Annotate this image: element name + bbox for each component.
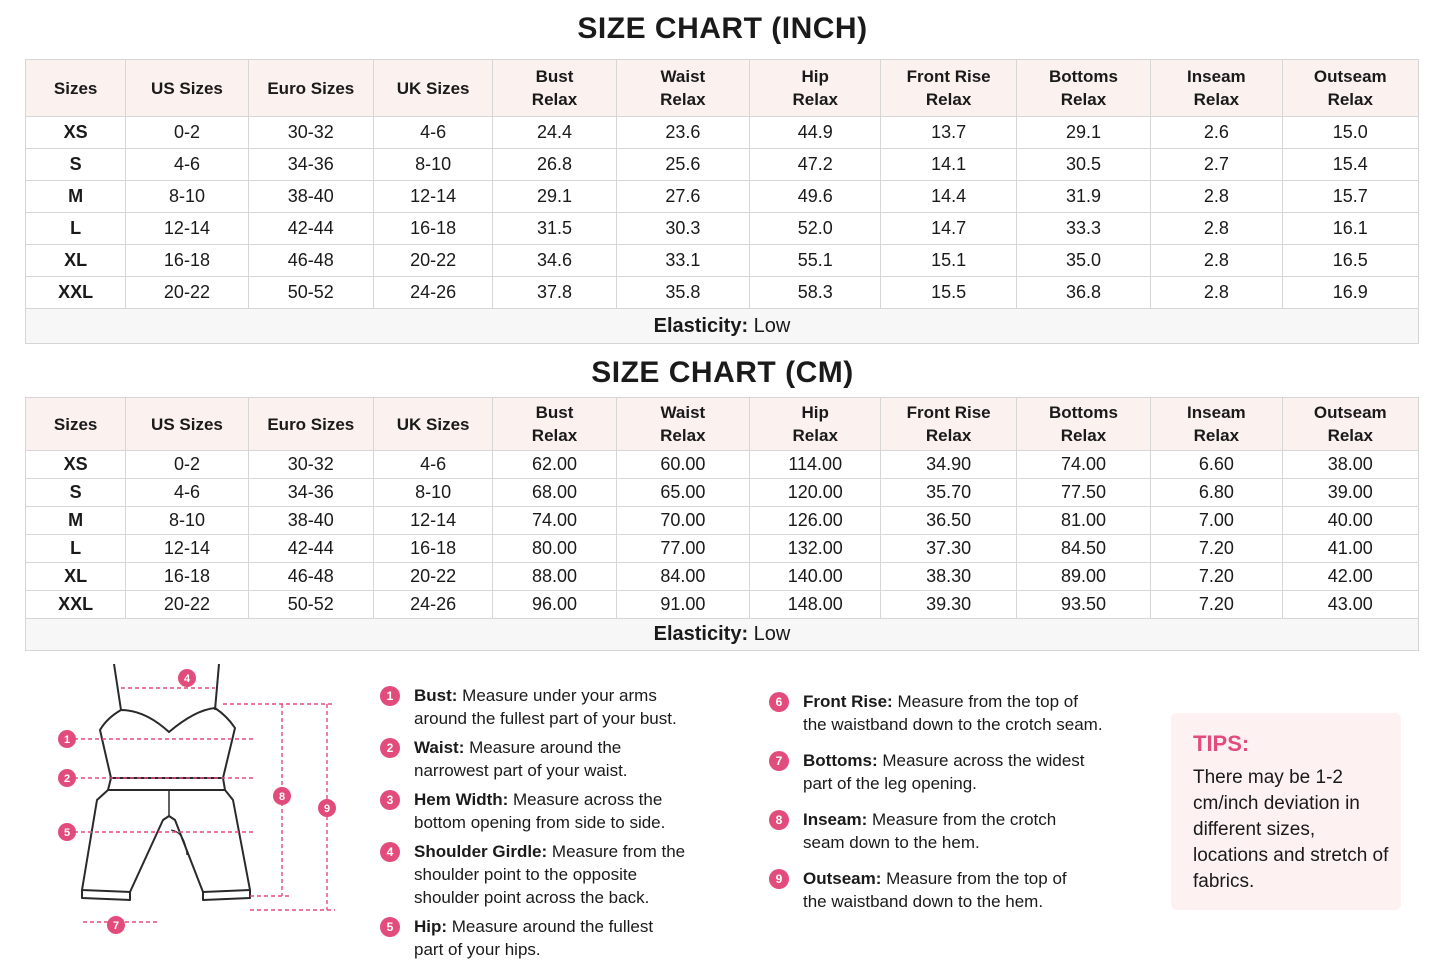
instruction-number-badge: 6 (769, 692, 789, 712)
size-cell: XS (26, 451, 126, 479)
value-cell: 12-14 (126, 535, 248, 563)
column-header-text: UK Sizes (396, 78, 470, 98)
value-cell: 12-14 (126, 213, 248, 245)
instruction-number-badge: 9 (769, 869, 789, 889)
value-cell: 30.5 (1016, 149, 1150, 181)
value-cell: 13.7 (881, 117, 1016, 149)
value-cell: 15.7 (1282, 181, 1418, 213)
value-cell: 2.8 (1151, 181, 1282, 213)
value-cell: 4-6 (126, 479, 248, 507)
size-cell: XXL (26, 591, 126, 619)
value-cell: 81.00 (1016, 507, 1150, 535)
table-row (26, 451, 1419, 479)
instruction-term: Bust: (414, 686, 458, 705)
column-header-text: Relax (660, 90, 706, 109)
column-header (493, 60, 616, 117)
value-cell: 93.50 (1016, 591, 1150, 619)
value-cell: 58.3 (750, 277, 881, 309)
column-header-text: Waist (660, 67, 706, 86)
instruction-item (380, 788, 740, 834)
cm-chart-title: SIZE CHART (CM) (591, 356, 854, 389)
column-header-text: Inseam (1187, 403, 1246, 422)
column-header-text: Relax (925, 426, 972, 445)
size-cell: L (26, 213, 126, 245)
column-header (248, 398, 373, 451)
column-header (373, 398, 492, 451)
value-cell: 120.00 (750, 479, 881, 507)
column-header (248, 60, 373, 117)
value-cell: 4-6 (373, 451, 492, 479)
measurement-instructions-right (769, 690, 1149, 913)
table-row (26, 507, 1419, 535)
elasticity-cell (26, 619, 1419, 651)
column-header-text: Relax (531, 426, 578, 445)
value-cell: 14.4 (881, 181, 1016, 213)
value-cell: 42.00 (1282, 563, 1418, 591)
value-cell: 16-18 (126, 563, 248, 591)
column-header (881, 398, 1016, 451)
value-cell: 74.00 (1016, 451, 1150, 479)
value-cell: 15.0 (1282, 117, 1418, 149)
instruction-item (769, 749, 1149, 795)
value-cell: 16-18 (126, 245, 248, 277)
column-header (1151, 60, 1282, 117)
cm-size-table (25, 397, 1419, 651)
value-cell: 25.6 (616, 149, 749, 181)
value-cell: 62.00 (493, 451, 616, 479)
value-cell: 33.1 (616, 245, 749, 277)
elasticity-row (26, 309, 1419, 344)
column-header (26, 60, 126, 117)
value-cell: 35.0 (1016, 245, 1150, 277)
column-header-text: Front Rise (906, 67, 991, 86)
marker-shoulder-label: 4 (183, 673, 191, 685)
value-cell: 148.00 (750, 591, 881, 619)
column-header (373, 60, 492, 117)
size-cell: L (26, 535, 126, 563)
column-header (881, 60, 1016, 117)
column-header-text: Relax (1327, 90, 1373, 109)
value-cell: 84.00 (616, 563, 749, 591)
column-header-text: UK Sizes (396, 414, 470, 434)
column-header (493, 398, 616, 451)
value-cell: 16-18 (373, 213, 492, 245)
value-cell: 31.9 (1016, 181, 1150, 213)
value-cell: 7.20 (1151, 563, 1282, 591)
instruction-text: Measure around the (464, 738, 622, 757)
value-cell: 60.00 (616, 451, 749, 479)
instruction-number-badge: 3 (380, 790, 400, 810)
instruction-text: Measure around the fullest (447, 917, 654, 936)
column-header-text: Relax (1193, 90, 1240, 109)
value-cell: 2.6 (1151, 117, 1282, 149)
instruction-text: part of your hips. (414, 940, 541, 959)
tips-heading: TIPS: (1193, 731, 1250, 756)
tips-text: There may be 1-2 cm/inch deviation in different sizes, locations and stretch of fabrics. (1193, 767, 1389, 892)
column-header-text: US Sizes (151, 414, 223, 434)
column-header-text: Euro Sizes (267, 414, 355, 434)
column-header (126, 398, 248, 451)
column-header (1016, 398, 1150, 451)
instruction-item (769, 690, 1149, 736)
value-cell: 40.00 (1282, 507, 1418, 535)
value-cell: 36.50 (881, 507, 1016, 535)
value-cell: 14.7 (881, 213, 1016, 245)
elasticity-cell (26, 309, 1419, 344)
instruction-text: around the fullest part of your bust. (414, 709, 677, 728)
marker-hip-label: 5 (63, 827, 71, 839)
column-header-text: Hip (801, 403, 829, 422)
value-cell: 23.6 (616, 117, 749, 149)
value-cell: 34.6 (493, 245, 616, 277)
instruction-term: Shoulder Girdle: (414, 842, 548, 861)
table-row (26, 479, 1419, 507)
instruction-text: Measure under your arms (457, 686, 657, 705)
size-cell: M (26, 507, 126, 535)
instruction-text: Measure from the (547, 842, 686, 861)
column-header-text: Sizes (53, 78, 98, 98)
size-cell: XL (26, 563, 126, 591)
value-cell: 14.1 (881, 149, 1016, 181)
column-header-text: Euro Sizes (267, 78, 355, 98)
column-header-text: Relax (792, 90, 838, 109)
column-header-text: Bust (535, 67, 574, 86)
instruction-number-badge: 4 (380, 842, 400, 862)
value-cell: 27.6 (616, 181, 749, 213)
instruction-item (769, 867, 1149, 913)
romper-measurement-diagram (45, 660, 345, 940)
column-header-text: Outseam (1313, 403, 1387, 422)
elasticity-label: Elasticity: (653, 623, 749, 645)
value-cell: 34.90 (881, 451, 1016, 479)
value-cell: 35.8 (616, 277, 749, 309)
header-row (26, 60, 1419, 117)
value-cell: 15.1 (881, 245, 1016, 277)
value-cell: 24-26 (373, 277, 492, 309)
value-cell: 15.4 (1282, 149, 1418, 181)
table-row (26, 535, 1419, 563)
tips-box (1171, 713, 1401, 910)
instruction-text: Measure across the widest (877, 751, 1085, 770)
size-cell: XS (26, 117, 126, 149)
header-row (26, 398, 1419, 451)
value-cell: 6.80 (1151, 479, 1282, 507)
value-cell: 6.60 (1151, 451, 1282, 479)
instruction-number-badge: 1 (380, 686, 400, 706)
value-cell: 39.00 (1282, 479, 1418, 507)
value-cell: 49.6 (750, 181, 881, 213)
value-cell: 29.1 (1016, 117, 1150, 149)
size-cell: XL (26, 245, 126, 277)
column-header (1016, 60, 1150, 117)
value-cell: 31.5 (493, 213, 616, 245)
size-cell: S (26, 479, 126, 507)
column-header-text: Relax (925, 90, 972, 109)
table-row (26, 213, 1419, 245)
value-cell: 34-36 (248, 149, 373, 181)
value-cell: 55.1 (750, 245, 881, 277)
column-header-text: Relax (1060, 426, 1107, 445)
column-header-text: Relax (660, 426, 706, 445)
instruction-term: Hem Width: (414, 790, 509, 809)
value-cell: 46-48 (248, 245, 373, 277)
value-cell: 7.20 (1151, 535, 1282, 563)
value-cell: 70.00 (616, 507, 749, 535)
instruction-item (380, 684, 740, 730)
value-cell: 41.00 (1282, 535, 1418, 563)
value-cell: 74.00 (493, 507, 616, 535)
column-header (1282, 398, 1418, 451)
column-header-text: Sizes (53, 414, 98, 434)
table-row (26, 277, 1419, 309)
column-header-text: Bust (535, 403, 574, 422)
value-cell: 16-18 (373, 535, 492, 563)
table-row (26, 591, 1419, 619)
value-cell: 37.8 (493, 277, 616, 309)
instruction-term: Bottoms: (803, 751, 878, 770)
value-cell: 132.00 (750, 535, 881, 563)
column-header-text: Relax (531, 90, 578, 109)
instruction-number-badge: 2 (380, 738, 400, 758)
value-cell: 96.00 (493, 591, 616, 619)
instruction-item (380, 915, 740, 961)
value-cell: 2.8 (1151, 277, 1282, 309)
instruction-number-badge: 5 (380, 917, 400, 937)
value-cell: 77.50 (1016, 479, 1150, 507)
value-cell: 2.8 (1151, 245, 1282, 277)
table-row (26, 563, 1419, 591)
value-cell: 26.8 (493, 149, 616, 181)
value-cell: 52.0 (750, 213, 881, 245)
size-cell: XXL (26, 277, 126, 309)
value-cell: 30-32 (248, 451, 373, 479)
value-cell: 0-2 (126, 117, 248, 149)
value-cell: 35.70 (881, 479, 1016, 507)
value-cell: 38-40 (248, 507, 373, 535)
marker-inseam-label: 8 (278, 791, 286, 803)
value-cell: 65.00 (616, 479, 749, 507)
value-cell: 20-22 (373, 563, 492, 591)
column-header-text: Relax (1060, 90, 1107, 109)
value-cell: 24.4 (493, 117, 616, 149)
value-cell: 50-52 (248, 277, 373, 309)
column-header-text: Relax (1193, 426, 1240, 445)
instruction-term: Hip: (414, 917, 448, 936)
value-cell: 50-52 (248, 591, 373, 619)
value-cell: 16.1 (1282, 213, 1418, 245)
value-cell: 30.3 (616, 213, 749, 245)
column-header-text: Bottoms (1048, 67, 1118, 86)
instruction-number-badge: 7 (769, 751, 789, 771)
value-cell: 20-22 (126, 591, 248, 619)
value-cell: 8-10 (373, 479, 492, 507)
value-cell: 140.00 (750, 563, 881, 591)
elasticity-value: Low (753, 314, 791, 337)
table-row (26, 149, 1419, 181)
column-header-text: US Sizes (151, 78, 223, 98)
instruction-term: Inseam: (803, 810, 868, 829)
value-cell: 15.5 (881, 277, 1016, 309)
instruction-term: Outseam: (803, 869, 882, 888)
column-header (616, 60, 749, 117)
value-cell: 7.20 (1151, 591, 1282, 619)
value-cell: 7.00 (1151, 507, 1282, 535)
column-header-text: Hip (801, 67, 829, 86)
value-cell: 8-10 (373, 149, 492, 181)
value-cell: 38.00 (1282, 451, 1418, 479)
value-cell: 43.00 (1282, 591, 1418, 619)
value-cell: 2.7 (1151, 149, 1282, 181)
value-cell: 77.00 (616, 535, 749, 563)
column-header (616, 398, 749, 451)
instruction-text: the waistband down to the hem. (803, 892, 1044, 911)
value-cell: 84.50 (1016, 535, 1150, 563)
instruction-term: Waist: (414, 738, 465, 757)
value-cell: 91.00 (616, 591, 749, 619)
column-header (1151, 398, 1282, 451)
value-cell: 38-40 (248, 181, 373, 213)
elasticity-row (26, 619, 1419, 651)
instruction-text: seam down to the hem. (803, 833, 980, 852)
value-cell: 4-6 (373, 117, 492, 149)
instruction-text: Measure from the crotch (867, 810, 1057, 829)
value-cell: 0-2 (126, 451, 248, 479)
value-cell: 36.8 (1016, 277, 1150, 309)
column-header-text: Relax (792, 426, 838, 445)
instruction-text: Measure across the (508, 790, 663, 809)
value-cell: 126.00 (750, 507, 881, 535)
instruction-text: Measure from the top of (881, 869, 1067, 888)
measurement-instructions-left (380, 684, 740, 961)
column-header (26, 398, 126, 451)
value-cell: 47.2 (750, 149, 881, 181)
inch-chart-title: SIZE CHART (INCH) (577, 12, 868, 45)
instruction-text: shoulder point across the back. (414, 888, 650, 907)
column-header (1282, 60, 1418, 117)
value-cell: 34-36 (248, 479, 373, 507)
instruction-text: Measure from the top of (892, 692, 1078, 711)
value-cell: 20-22 (373, 245, 492, 277)
value-cell: 42-44 (248, 535, 373, 563)
marker-bust-label: 1 (63, 734, 71, 746)
value-cell: 80.00 (493, 535, 616, 563)
instruction-term: Front Rise: (803, 692, 893, 711)
value-cell: 89.00 (1016, 563, 1150, 591)
value-cell: 37.30 (881, 535, 1016, 563)
instruction-text: the waistband down to the crotch seam. (803, 715, 1103, 734)
value-cell: 38.30 (881, 563, 1016, 591)
romper-illustration (45, 660, 345, 940)
instruction-text: part of the leg opening. (803, 774, 977, 793)
table-row (26, 245, 1419, 277)
value-cell: 42-44 (248, 213, 373, 245)
instruction-number-badge: 8 (769, 810, 789, 830)
value-cell: 12-14 (373, 181, 492, 213)
value-cell: 20-22 (126, 277, 248, 309)
value-cell: 46-48 (248, 563, 373, 591)
value-cell: 24-26 (373, 591, 492, 619)
instruction-item (769, 808, 1149, 854)
instruction-text: shoulder point to the opposite (414, 865, 638, 884)
column-header-text: Front Rise (906, 403, 991, 422)
marker-waist-label: 2 (63, 773, 71, 785)
column-header-text: Outseam (1313, 67, 1387, 86)
size-cell: M (26, 181, 126, 213)
table-row (26, 117, 1419, 149)
value-cell: 8-10 (126, 181, 248, 213)
column-header-text: Waist (660, 403, 706, 422)
column-header-text: Bottoms (1048, 403, 1118, 422)
value-cell: 33.3 (1016, 213, 1150, 245)
value-cell: 29.1 (493, 181, 616, 213)
column-header (750, 398, 881, 451)
value-cell: 88.00 (493, 563, 616, 591)
column-header (126, 60, 248, 117)
elasticity-label: Elasticity: (653, 314, 749, 337)
value-cell: 44.9 (750, 117, 881, 149)
value-cell: 2.8 (1151, 213, 1282, 245)
marker-bottoms-label: 7 (112, 920, 120, 932)
column-header-text: Inseam (1187, 67, 1246, 86)
instruction-item (380, 840, 740, 909)
column-header (750, 60, 881, 117)
size-cell: S (26, 149, 126, 181)
value-cell: 68.00 (493, 479, 616, 507)
value-cell: 16.9 (1282, 277, 1418, 309)
elasticity-value: Low (753, 623, 791, 645)
value-cell: 8-10 (126, 507, 248, 535)
value-cell: 12-14 (373, 507, 492, 535)
value-cell: 16.5 (1282, 245, 1418, 277)
instruction-item (380, 736, 740, 782)
inch-size-table (25, 59, 1419, 344)
instruction-text: bottom opening from side to side. (414, 813, 666, 832)
value-cell: 114.00 (750, 451, 881, 479)
table-row (26, 181, 1419, 213)
instruction-text: narrowest part of your waist. (414, 761, 628, 780)
value-cell: 39.30 (881, 591, 1016, 619)
value-cell: 4-6 (126, 149, 248, 181)
marker-outseam-label: 9 (323, 803, 331, 815)
value-cell: 30-32 (248, 117, 373, 149)
column-header-text: Relax (1327, 426, 1373, 445)
